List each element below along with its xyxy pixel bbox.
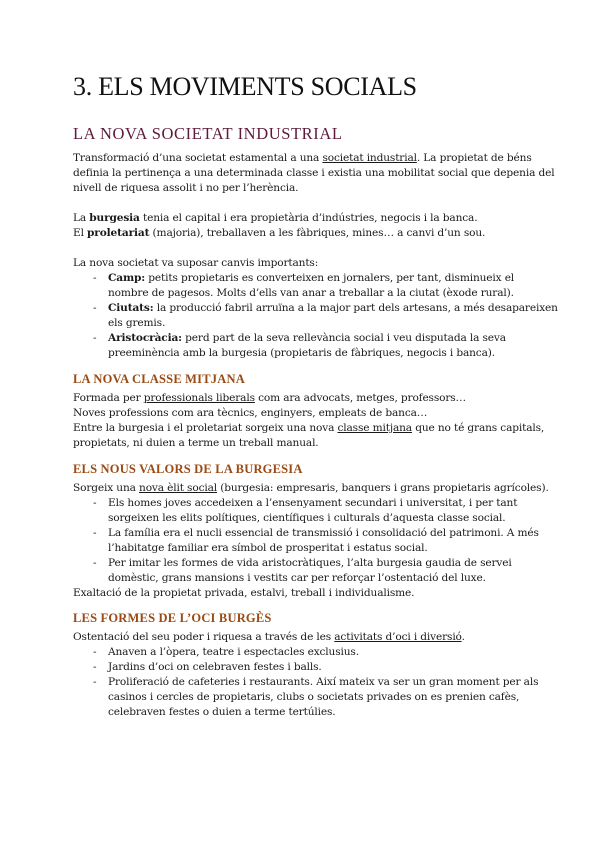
text: perd part de la seva rellevància social i veu disputada la seva: [181, 332, 506, 344]
paragraph-line: [73, 481, 549, 496]
list-item-line: [108, 301, 558, 316]
list-item-line: La família era el nucli essencial de transmissió i consolidació del patrimoni. A més: [108, 527, 539, 539]
text: Entre la burgesia i el proletariat sorgeix una nova: [73, 422, 338, 434]
bullet-dash: -: [93, 676, 97, 688]
bullet-dash: -: [93, 272, 97, 284]
list-item-line: Jardins d’oci on celebraven festes i balls.: [108, 661, 322, 673]
list-item-line: sorgeixen les elits polítiques, científiques i culturals d’aquesta classe social.: [108, 512, 506, 524]
list-item-line: casinos i cercles de propietaris, clubs o societats privades on es prenien cafès,: [108, 691, 520, 703]
text: (burgesia: empresaris, banquers i grans propietaris agrícoles).: [217, 482, 549, 494]
list-item-line: els gremis.: [108, 317, 166, 329]
paragraph-line: nivell de riquesa assolit i no per l’herència.: [73, 182, 299, 194]
bullet-dash: -: [93, 497, 97, 509]
paragraph-line: [73, 421, 544, 436]
text: . La propietat de béns: [416, 152, 532, 164]
text: la producció fabril arruïna a la major part dels artesans, a més desapareixen: [153, 302, 558, 314]
text: tenia el capital i era propietària d’indústries, negocis i la banca.: [139, 212, 478, 224]
paragraph-line: Noves professions com ara tècnics, enginyers, empleats de banca…: [73, 407, 428, 419]
bullet-dash: -: [93, 332, 97, 344]
list-item-line: nombre de pagesos. Molts d’ells van anar a treballar a la ciutat (èxode rural).: [108, 287, 514, 299]
text: El: [73, 227, 88, 239]
text: com ara advocats, metges, professors…: [254, 392, 467, 404]
list-item-line: Anaven a l’òpera, teatre i espectacles exclusius.: [108, 646, 359, 658]
paragraph-line: [73, 211, 477, 226]
list-item-line: preeminència amb la burgesia (propietaris de fàbriques, negocis i banca).: [108, 347, 495, 359]
bullet-dash: -: [93, 646, 97, 658]
subsection-title-oci-burges: LES FORMES DE L’OCI BURGÈS: [73, 611, 272, 625]
section-title-societat-industrial: LA NOVA SOCIETAT INDUSTRIAL: [73, 124, 343, 143]
paragraph-line: propietats, ni duien a terme un treball manual.: [73, 437, 319, 449]
paragraph-line: definia la pertinença a una determinada classe i existia una mobilitat social que depenia del: [73, 167, 555, 179]
list-item-line: domèstic, grans mansions i vestits car per reforçar l’ostentació del luxe.: [108, 572, 486, 584]
text: Transformació d’una societat estamental a una: [73, 152, 323, 164]
bullet-dash: -: [93, 661, 97, 673]
underlined-term: classe mitjana: [337, 422, 412, 434]
list-item-line: l’habitatge familiar era símbol de prosperitat i estatus social.: [108, 542, 428, 554]
text: que no té grans capitals,: [411, 422, 545, 434]
list-item-line: celebraven festes o duien a terme tertúlies.: [108, 706, 336, 718]
underlined-term: activitats d’oci i diversió: [334, 631, 462, 643]
text: (majoria), treballaven a les fàbriques, mines… a canvi d’un sou.: [149, 227, 486, 239]
text: Sorgeix una: [73, 482, 140, 494]
subsection-title-nous-valors: ELS NOUS VALORS DE LA BURGESIA: [73, 462, 303, 476]
bold-term: proletariat: [87, 227, 150, 239]
underlined-term: professionals liberals: [143, 392, 255, 404]
text: .: [461, 631, 465, 643]
page-title: 3. ELS MOVIMENTS SOCIALS: [73, 72, 417, 101]
bold-term: Ciutats:: [108, 302, 154, 314]
underlined-term: societat industrial: [322, 152, 417, 164]
bold-term: Aristocràcia:: [108, 332, 182, 344]
bullet-dash: -: [93, 557, 97, 569]
subsection-title-classe-mitjana: LA NOVA CLASSE MITJANA: [73, 372, 245, 386]
paragraph-line: Exaltació de la propietat privada, estalvi, treball i individualisme.: [73, 587, 415, 599]
underlined-term: nova èlit social: [139, 482, 217, 494]
bold-term: burgesia: [89, 212, 140, 224]
text: Formada per: [73, 392, 144, 404]
list-item-line: [108, 331, 506, 346]
paragraph-line: [73, 226, 485, 241]
bullet-dash: -: [93, 302, 97, 314]
bold-term: Camp:: [108, 272, 146, 284]
paragraph-line: [73, 391, 466, 406]
list-item-line: [108, 271, 514, 286]
list-item-line: Proliferació de cafeteries i restaurants. Així mateix va ser un gran moment per als: [108, 676, 539, 688]
bullet-dash: -: [93, 527, 97, 539]
paragraph-line: La nova societat va suposar canvis importants:: [73, 257, 319, 269]
paragraph-line: [73, 151, 532, 166]
paragraph-line: [73, 630, 465, 645]
text: Ostentació del seu poder i riquesa a través de les: [73, 631, 335, 643]
text: La: [73, 212, 90, 224]
list-item-line: Els homes joves accedeixen a l’ensenyament secundari i universitat, i per tant: [108, 497, 518, 509]
list-item-line: Per imitar les formes de vida aristocràtiques, l’alta burgesia gaudia de servei: [108, 557, 512, 569]
text: petits propietaris es converteixen en jornalers, per tant, disminueix el: [145, 272, 515, 284]
